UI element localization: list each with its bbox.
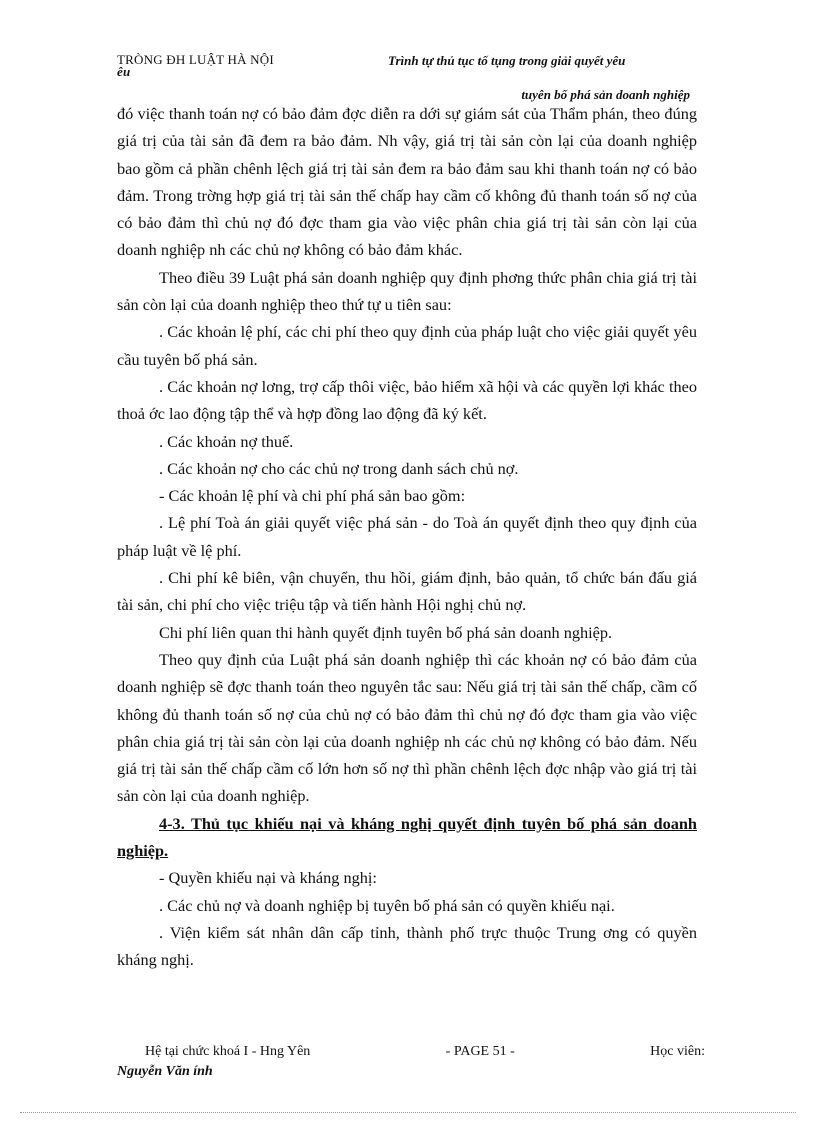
list-item: - Quyền khiếu nại và kháng nghị: <box>159 868 377 888</box>
list-item: . Các khoản nợ lơng, trợ cấp thôi việc, bảo hiểm xã hội và các quyền lợi khác theo thoả ớc lao động tập thể và hợp đồng lao động đã ký kết. <box>117 376 697 424</box>
list-item: . Lệ phí Toà án giải quyết việc phá sản - do Toà án quyết định theo quy định của pháp luật về lệ phí. <box>117 513 697 560</box>
page-number: - PAGE 51 - <box>445 1044 515 1059</box>
footer-program: Hệ tại chức khoá I - Hng Yên <box>145 1044 311 1059</box>
footer-student-label: Học viên: <box>650 1044 705 1059</box>
header-school-name: TRÒNG ĐH LUẬT HÀ NỘI <box>117 52 274 67</box>
list-item: - Các khoản lệ phí và chi phí phá sản bao gồm: <box>159 486 466 506</box>
list-item: . Các chủ nợ và doanh nghiệp bị tuyên bố phá sản có quyền khiếu nại. <box>159 895 615 915</box>
paragraph: đó việc thanh toán nợ có bảo đảm đợc diễn ra dới sự giám sát của Thẩm phán, theo đúng giá trị của tài sản đã đem ra bảo đảm. Nh vậy, giá trị tài sản còn lại của doanh nghiệp bao gồm cả phần chênh lệch giá trị tài sản đem ra bảo đảm sau khi thanh toán nợ có bảo đảm. Trong trờng hợp giá trị tài sản thế chấp hay cầm cố không đủ thanh toán số nợ của có bảo đảm thì chủ nợ đó đợc tham gia vào việc phân chia giá trị tài sản còn lại của doanh nghiệp nh các chủ nợ không có bảo đảm khác. <box>117 104 697 260</box>
header-title-line2: tuyên bố phá sản doanh nghiệp <box>521 87 690 102</box>
list-item: . Chi phí kê biên, vận chuyển, thu hồi, giám định, bảo quản, tổ chức bán đấu giá tài sản, chi phí cho việc triệu tập và tiến hành Hội nghị chủ nợ. <box>117 568 697 615</box>
paragraph: Chi phí liên quan thi hành quyết định tuyên bố phá sản doanh nghiệp. <box>159 622 613 642</box>
page-footer <box>117 1044 705 1079</box>
page-bottom-divider <box>20 1112 796 1113</box>
section-heading: 4-3. Thủ tục khiếu nại và kháng nghị quyết định tuyên bố phá sản doanh nghiệp. <box>117 813 697 861</box>
header-school-overflow: êu <box>117 64 131 79</box>
list-item: . Các khoản lệ phí, các chi phí theo quy định của pháp luật cho việc giải quyết yêu cầu tuyên bố phá sản. <box>117 322 697 369</box>
header-school <box>117 54 317 78</box>
list-item: . Các khoản nợ cho các chủ nợ trong danh sách chủ nợ. <box>159 458 519 478</box>
footer-student-name: Nguyễn Văn ính <box>117 1064 213 1079</box>
header-title-line1: Trình tự thủ tục tố tụng trong giải quyết yêu <box>388 53 626 68</box>
list-item: . Các khoản nợ thuế. <box>159 431 294 451</box>
page-body <box>117 100 697 974</box>
list-item: . Viện kiểm sát nhân dân cấp tỉnh, thành phố trực thuộc Trung ơng có quyền kháng nghị. <box>117 922 697 970</box>
paragraph: Theo điều 39 Luật phá sản doanh nghiệp quy định phơng thức phân chia giá trị tài sản còn lại của doanh nghiệp theo thứ tự u tiên sau: <box>117 267 697 315</box>
paragraph: Theo quy định của Luật phá sản doanh nghiệp thì các khoản nợ có bảo đảm của doanh nghiệp sẽ đợc thanh toán theo nguyên tắc sau: Nếu giá trị tài sản thế chấp, cầm cố không đủ thanh toán số nợ của chủ nợ có bảo đảm thì chủ nợ đó đợc tham gia vào việc phân chia giá trị tài sản còn lại của doanh nghiệp nh các chủ nợ không có bảo đảm. Nếu giá trị tài sản thế chấp cầm cố lớn hơn số nợ thì phần chênh lệch đợc nhập vào giá trị tài sản còn lại của doanh nghiệp. <box>117 649 697 806</box>
header-title <box>388 54 698 102</box>
